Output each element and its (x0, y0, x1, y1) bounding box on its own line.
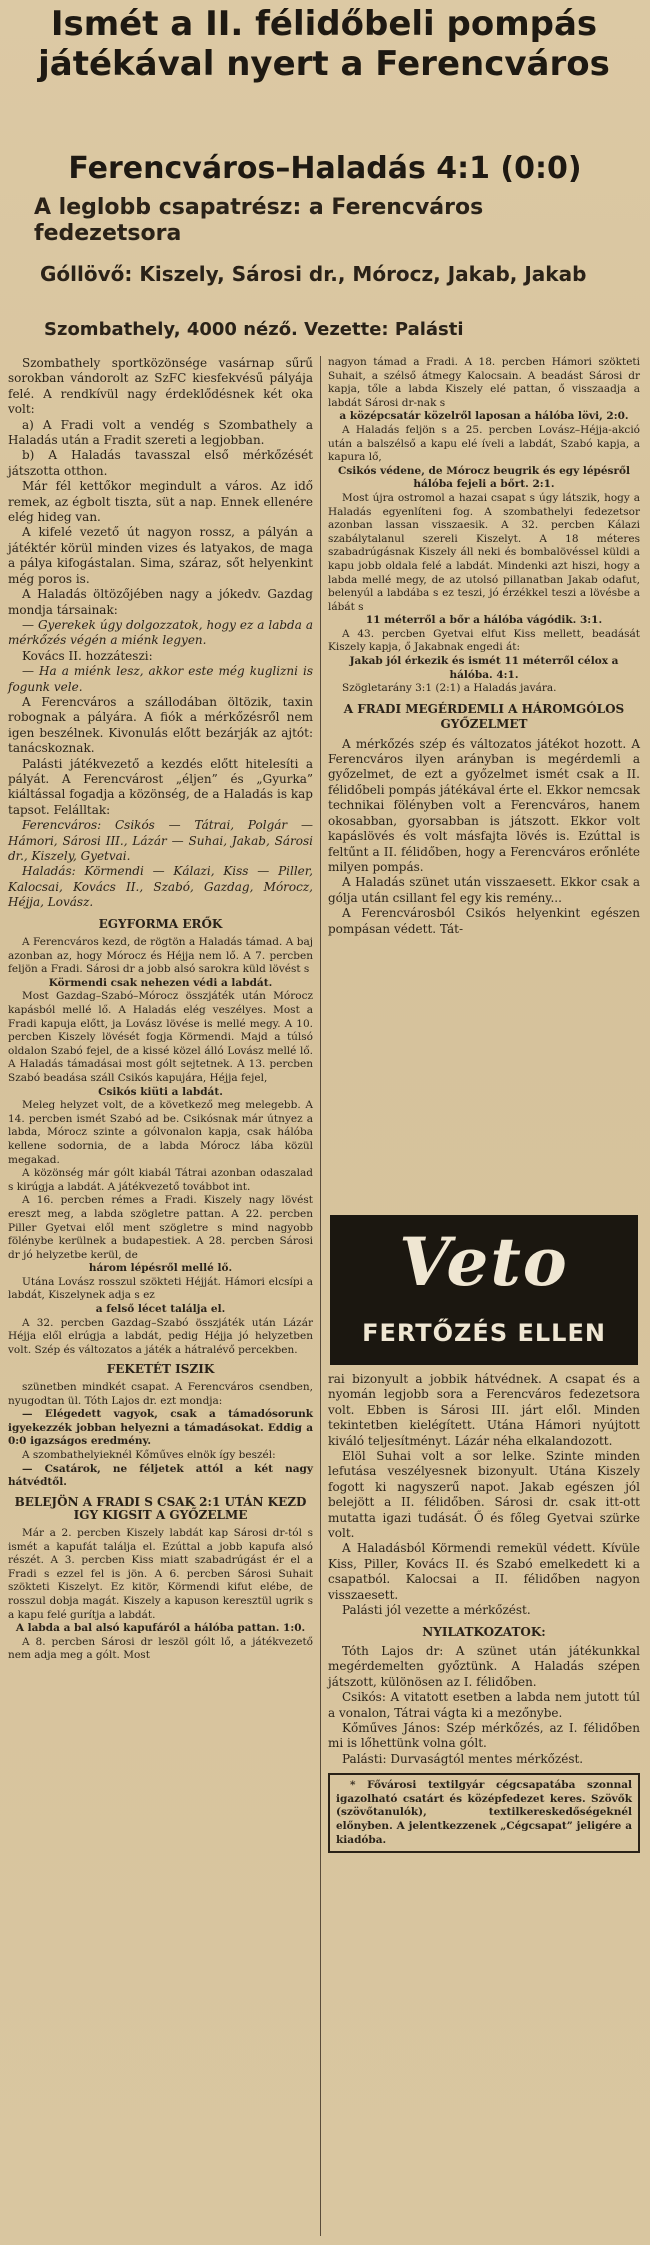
statement: Tóth Lajos dr: A szünet után játékunkkal megérdemelten győztünk. A Haladás szépen játszott, különösen az I. félidőben. (328, 1643, 640, 1689)
paragraph: a) A Fradi volt a vendég s Szombathely a Haladás után a Fradit szereti a legjobban. (8, 417, 313, 448)
headline: Ismét a II. félidőbeli pompás játékával nyert a Ferencváros (38, 4, 610, 84)
deck-best-unit: A leglobb csapatrész: a Ferencváros fedezetsora (34, 195, 484, 246)
highlight: A labda a bal alsó kapufáról a hálóba pattan. 1:0. (15, 1622, 306, 1635)
paragraph: Most Gazdag–Szabó–Mórocz összjáték után Mórocz kapásból mellé lő. A Haladás elég veszélyes. Most a Fradi kapuja előtt, ja Lovász lövése is mellé megy. A 10. percben Kiszely lövését fogja Körmendi. Majd a túlsó oldalon Szabó fejel, de a kissé közel álló Lovász mellé lő. A Haladás támadásai most gólt sejtetnek. A 13. percben Szabó beadása száll Csikós kapujára, Héjja fejel, (8, 990, 313, 1084)
lineup-haladas: Haladás: Körmendi — Kálazi, Kiss — Piller, Kalocsai, Kovács II., Szabó, Gazdag, Mórocz, Héjja, Lovász. (8, 864, 313, 910)
paragraph: szünetben mindkét csapat. A Ferencváros csendben, nyugodtan ül. Tóth Lajos dr. ezt mondja: (8, 1381, 313, 1407)
quote: — Gyerekek úgy dolgozzatok, hogy ez a labda a mérkőzés végén a miénk legyen. (8, 617, 313, 648)
paragraph: Utána Lovász rosszul szökteti Héjját. Hámori elcsípi a labdát, Kiszelynek adja s ez (8, 1275, 313, 1302)
highlight: Körmendi csak nehezen védi a labdát. (48, 976, 273, 989)
paragraph: Palásti játékvezető a kezdés előtt hitelesíti a pályát. A Ferencvárost „éljen” és „Gyurka” kiáltással fogadja a közönség, de a Haladás is kap tapsot. Felálltak: (8, 756, 313, 817)
paragraph: Kovács II. hozzáteszi: (22, 648, 153, 663)
classified-notice (328, 1773, 640, 1853)
paragraph: A szombathelyieknél Kőműves elnök így beszél: (22, 1449, 276, 1461)
section-heading: EGYFORMA ERŐK (98, 916, 223, 931)
advertisement (330, 1215, 638, 1365)
paragraph: Palásti jól vezette a mérkőzést. (342, 1603, 531, 1618)
quote: — Elégedett vagyok, csak a támadósorunk igyekezzék jobban helyezni a támadásokat. Eddig a 0:0 igazságos eredmény. (8, 1408, 313, 1448)
ad-brand: Veto (399, 1223, 569, 1301)
score-subheadline: Ferencváros–Haladás 4:1 (0:0) (68, 151, 582, 186)
paragraph: Már a 2. percben Kiszely labdát kap Sárosi dr-tól s ismét a kapufát találja el. Ezúttal a jobb kapufa alsó részét. A 3. percben Kiss miatt szabadrúgást ér el a Fradi s ezzel fel is jön. A 6. percben Sárosi Suhait szökteti Kiszelyt. Ez kitör, Körmendi kifut elébe, de rosszul dobja magát. Kiszely a kapuson keresztül ugrik s a kapu felé gurítja a labdát. (8, 1526, 313, 1621)
paragraph: A Ferencváros a szállodában öltözik, taxin robognak a pályára. A fiók a mérkőzésről nem igen beszélnek. Kivonulás előtt bezárják az ajtót: tanácskoznak. (8, 694, 313, 756)
paragraph: b) A Haladás tavasszal első mérkőzését játszotta otthon. (8, 448, 313, 478)
statement: Csikós: A vitatott esetben a labda nem jutott túl a vonalon, Tátrai vágta ki a mezőnybe. (328, 1690, 640, 1720)
paragraph: A kifelé vezető út nagyon rossz, a pályán a játéktér körül minden vizes és latyakos, de maga a pálya kifogástalan. Sima, száraz, sőt helyenkint még poros is. (8, 525, 313, 586)
paragraph: A 16. percben rémes a Fradi. Kiszely nagy lövést ereszt meg, a labda szögletre pattan. A 22. percben Piller Gyetvai elől ment szögletre s mind nagyobb fölénybe kerülnek a budapestiek. A 28. percben Sárosi dr jó helyzetbe kerül, de (8, 1194, 313, 1261)
paragraph: A Haladás feljön s a 25. percben Lovász–Héjja-akció után a balszélső a kapu elé íveli a labdát, Szabó kapja, a kapura lő, (328, 423, 640, 464)
deck-venue-referee: Szombathely, 4000 néző. Vezette: Palásti (44, 319, 464, 340)
paragraph: A 8. percben Sárosi dr leszöl gólt lő, a játékvezető nem adja meg a gólt. Most (8, 1635, 313, 1662)
statement: Palásti: Durvaságtól mentes mérkőzést. (342, 1751, 584, 1766)
paragraph: Meleg helyzet volt, de a következő meg melegebb. A 14. percben ismét Szabó ad be. Csikósnak már útnyez a labda, Mórocz szinte a gólvonalon kapja, csak hálóba kellene sodornia, de a labda Mórocz lába közül megakad. (8, 1099, 313, 1166)
section-heading: BELEJÖN A FRADI S CSAK 2:1 UTÁN KEZD IGY KIGSIT A GYŐZELME (14, 1494, 307, 1523)
paragraph: Most újra ostromol a hazai csapat s úgy látszik, hogy a Haladás egyenlíteni fog. A szombathelyi fedezetsor azonban lassan visszaesik. A 32. percben Kálazi szabálytalanul szereli Kiszelyt. A 18 méteres szabadrúgásnak Kiszely áll neki és bombalövéssel küldi a kapu jobb oldala felé a labdát. Mindenki azt hiszi, hogy a labda mellé megy, de az utolsó pillanatban Jakab odafut, belenyúl a labdába s ez teszi, jó érzékkel teszi a lövésbe a lábát s (328, 491, 640, 613)
paragraph: A Haladás szünet után visszaesett. Ekkor csak a gólja után csillant fel egy kis remény... (328, 875, 640, 905)
deck-goalscorers: Góllövő: Kiszely, Sárosi dr., Mórocz, Jakab, Jakab (40, 262, 587, 286)
paragraph: rai bizonyult a jobbik hátvédnek. A csapat és a nyomán legjobb sora a Ferencváros fedezetsora volt. Ebben is Sárosi III. járt elől. Minden tekintetben kielégített. Utána Hámori nyújtott kiváló teljesítményt. Lázár néha elkalandozott. (328, 1372, 640, 1448)
section-heading: FEKETÉT ISZIK (106, 1362, 215, 1377)
paragraph: Már fél kettőkor megindult a város. Az idő remek, az égbolt tiszta, süt a nap. Ennek ellenére elég hideg van. (8, 479, 313, 525)
paragraph: Elöl Suhai volt a sor lelke. Szinte minden lefutása veszélyesnek bizonyult. Utána Kiszely fogott ki nagyszerű napot. Jakab egészen jól belejött a II. félidőben. Sárosi dr. csak itt-ott mutatta igazi tudását. Ő és főleg Gyetvai szürke volt. (328, 1449, 640, 1541)
highlight: Csikós védene, de Mórocz beugrik és egy lépésről hálóba fejeli a bőrt. 2:1. (338, 464, 630, 491)
paragraph: A mérkőzés szép és változatos játékot hozott. A Ferencváros ilyen arányban is megérdemli a győzelmet, de ezt a győzelmet ismét csak a II. félidőbeli pompás játékával érte el. Ekkor nemcsak technikai fölényben volt a Ferencváros, hanem okosabban, gyorsabban is játszott. Ekkor volt kapáslövés és volt másfajta lövés is. Ezúttal is feltűnt a II. félidőben, hogy a Ferencváros erőnléte milyen pompás. (328, 736, 640, 874)
column-divider (320, 356, 321, 2236)
left-column (8, 356, 313, 1663)
highlight: Csikós kiüti a labdát. (98, 1085, 223, 1098)
highlight: 11 méterről a bőr a hálóba vágódik. 3:1. (365, 614, 603, 627)
lineup-ferencvaros: Ferencváros: Csikós — Tátrai, Polgár — Hámori, Sárosi III., Lázár — Suhai, Jakab, Sárosi dr., Kiszely, Gyetvai. (8, 818, 313, 863)
paragraph: A Haladásból Körmendi remekül védett. Kívüle Kiss, Piller, Kovács II. és Szabó emelkedett ki a csapatból. Kalocsai a II. félidőben nagyon visszaesett. (328, 1541, 640, 1602)
paragraph: nagyon támad a Fradi. A 18. percben Hámori szökteti Suhait, a szélső átmegy Kalocsain. A beadást Sárosi dr kapja, tőle a labda Kiszely elé pattan, ő visszaadja a labdát Sárosi dr-nak s (328, 356, 640, 409)
paragraph: A Haladás öltözőjében nagy a jókedv. Gazdag mondja társainak: (8, 587, 313, 617)
right-column (328, 356, 640, 937)
ad-tagline: FERTŐZÉS ELLEN (362, 1319, 606, 1347)
paragraph: A közönség már gólt kiabál Tátrai azonban odaszalad s kirúgja a labdát. A játékvezető továbbot int. (8, 1167, 313, 1193)
statement: Kőműves János: Szép mérkőzés, az I. félidőben mi is lőhettünk volna gólt. (328, 1720, 640, 1751)
paragraph: A Ferencváros kezd, de rögtön a Haladás támad. A baj azonban az, hogy Mórocz és Héjja nem lő. A 7. percben feljön a Fradi. Sárosi dr a jobb alsó sarokra küld lövést s (8, 936, 313, 976)
section-heading: NYILATKOZATOK: (422, 1624, 546, 1639)
quote: — Csatárok, ne féljetek attól a két nagy hátvédtől. (8, 1462, 313, 1489)
paragraph: Szögletarány 3:1 (2:1) a Haladás javára. (342, 682, 557, 695)
notice-text: * Fővárosi textilgyár cégcsapatába szonnal igazolható csatárt és középfedezet keres. Szövők (szövőtanulók), textilkereskedőségeknél előnyben. A jelentkezzenek „Cégcsapat” jeligére a kiadóba. (336, 1779, 632, 1846)
paragraph: A 32. percben Gazdag–Szabó összjáték után Lázár Héjja elől elrúgja a labdát, pedig Héjja jó helyzetben volt. Szép és változatos a játék a hátralévő percekben. (8, 1316, 313, 1356)
highlight: Jakab jól érkezik és ismét 11 méterről célox a hálóba. 4:1. (349, 655, 619, 681)
highlight: három lépésről mellé lő. (88, 1262, 233, 1275)
section-heading: A FRADI MEGÉRDEMLI A HÁROMGÓLOS GYŐZELMET (343, 701, 625, 732)
highlight: a felső lécet találja el. (95, 1303, 226, 1316)
quote: — Ha a miénk lesz, akkor este még kuglizni is fogunk vele. (8, 664, 313, 694)
right-column-lower (328, 1372, 640, 1853)
paragraph: A 43. percben Gyetvai elfut Kiss mellett, beadását Kiszely kapja, ő Jakabnak engedi át: (328, 627, 640, 654)
paragraph: Szombathely sportközönsége vasárnap sűrű sorokban vándorolt az SzFC kiesfekvésű pályája felé. A rendkívül nagy érdeklődésnek két oka volt: (8, 356, 313, 417)
paragraph: A Ferencvárosból Csikós helyenkint egészen pompásan védett. Tát- (328, 906, 640, 936)
highlight: a középcsatár közelről laposan a hálóba lövi, 2:0. (339, 410, 629, 423)
